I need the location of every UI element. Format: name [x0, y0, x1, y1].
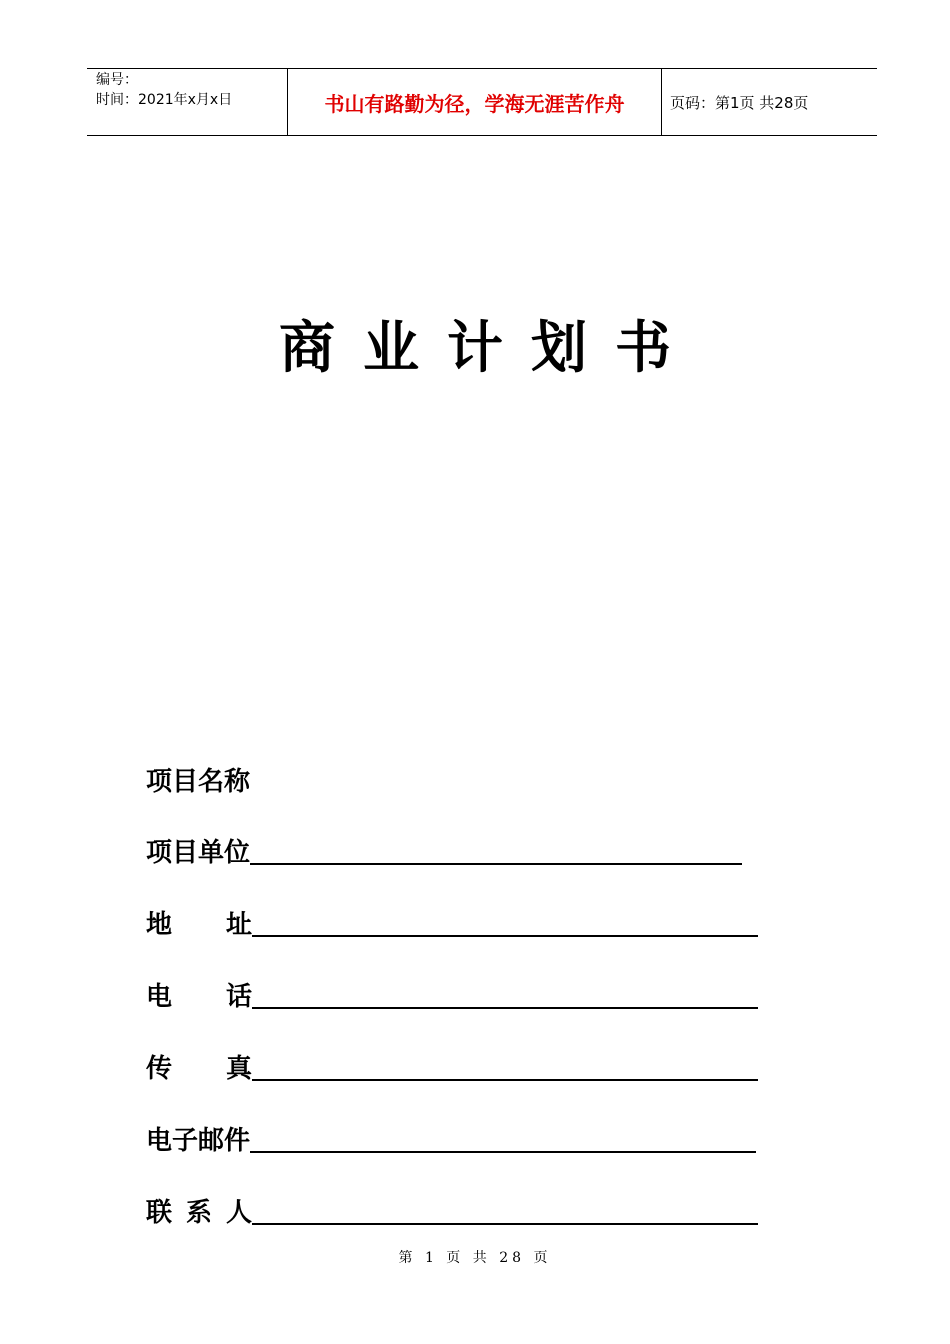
fax-label [146, 1053, 252, 1085]
motto-text: 书山有路勤为径，学海无涯苦作舟 [324, 91, 625, 116]
project-name-label: 项目名称 [146, 767, 251, 797]
project-unit-input-line[interactable] [250, 863, 742, 865]
field-project-unit [146, 829, 742, 869]
phone-label [146, 981, 252, 1013]
fax-input-line[interactable] [252, 1079, 758, 1081]
contact-label-char1: 联 [146, 1198, 173, 1228]
page-header [87, 68, 877, 136]
fax-label-char2: 真 [225, 1054, 252, 1084]
address-label [146, 909, 252, 941]
page-code: 页码：第1页 共28页 [670, 93, 809, 112]
header-page-cell [662, 69, 877, 135]
phone-input-line[interactable] [252, 1007, 758, 1009]
header-motto-cell [288, 69, 662, 135]
phone-label-char2: 话 [225, 982, 252, 1012]
fax-label-char1: 传 [146, 1054, 173, 1084]
contact-label-char2: 系 [185, 1198, 212, 1228]
time-label: 时间：2021年x月x日 [96, 92, 233, 108]
field-fax [146, 1045, 758, 1085]
field-email [146, 1117, 756, 1157]
contact-label-char3: 人 [225, 1198, 252, 1228]
phone-label-char1: 电 [146, 982, 173, 1012]
number-label: 编号： [96, 72, 138, 88]
field-phone [146, 973, 758, 1013]
address-label-char1: 地 [146, 910, 173, 940]
field-contact [146, 1189, 758, 1229]
email-input-line[interactable] [250, 1151, 756, 1153]
email-label: 电子邮件 [146, 1126, 251, 1156]
address-input-line[interactable] [252, 935, 758, 937]
field-project-name [146, 758, 250, 798]
contact-label [146, 1197, 252, 1229]
header-meta-cell [87, 69, 288, 135]
document-title: 商业计划书 [279, 315, 699, 381]
project-unit-label: 项目单位 [146, 838, 251, 868]
contact-input-line[interactable] [252, 1223, 758, 1225]
field-address [146, 901, 758, 941]
address-label-char2: 址 [225, 910, 252, 940]
page-footer: 第 1 页 共 28 页 [398, 1250, 552, 1266]
